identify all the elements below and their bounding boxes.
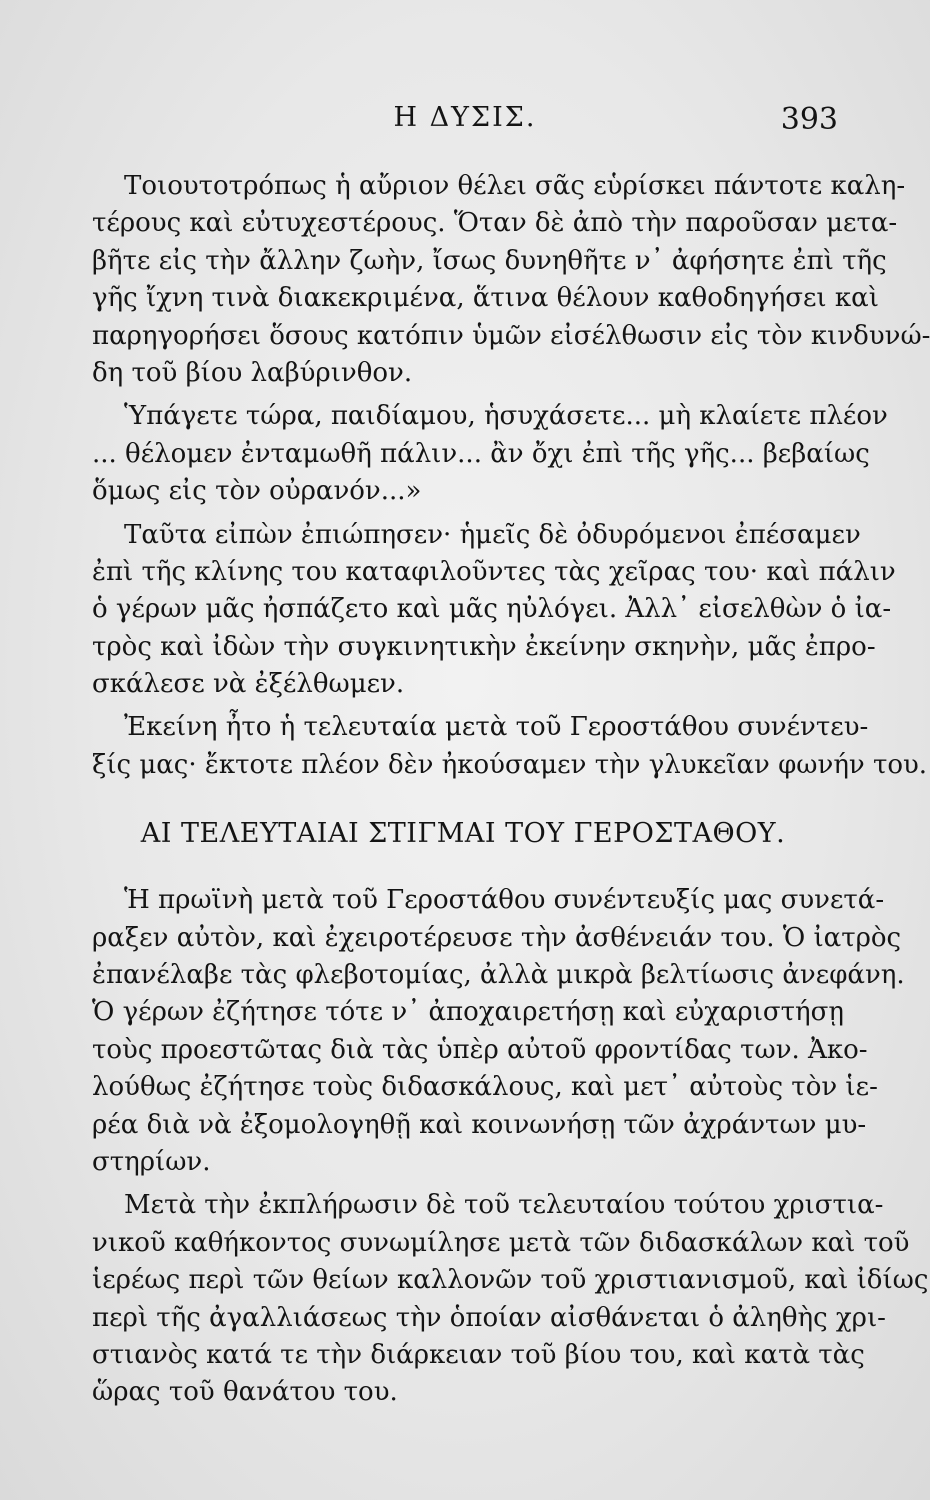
text-line: ἱερέως περὶ τῶν θείων καλλονῶν τοῦ χριστιανισμοῦ, καὶ ἰδίως	[92, 1265, 929, 1296]
text-line: ξίς μας· ἔκτοτε πλέον δὲν ἠκούσαμεν τὴν γλυκεῖαν φωνήν του.	[92, 749, 928, 780]
text-line: δη τοῦ βίου λαβύρινθον.	[92, 357, 413, 388]
paragraph-3	[92, 517, 896, 704]
text-line: περὶ τῆς ἀγαλλιάσεως τὴν ὁποίαν αἰσθάνεται ὁ ἀληθὴς χρι-	[92, 1302, 886, 1333]
section-heading: ΑΙ ΤΕΛΕΥΤΑΙΑΙ ΣΤΙΓΜΑΙ ΤΟΥ ΓΕΡΟΣΤΑΘΟΥ.	[140, 818, 786, 850]
text-line: στηρίων.	[92, 1146, 211, 1177]
text-line: Ἐκείνη ἦτο ἡ τελευταία μετὰ τοῦ Γεροστάθου συνέντευ-	[124, 712, 869, 743]
paragraph-5	[92, 882, 905, 1181]
running-title: Η ΔΥΣΙΣ.	[393, 102, 537, 133]
text-line: γῆς ἴχνη τινὰ διακεκριμένα, ἅτινα θέλουν καθοδηγήσει καὶ	[92, 283, 879, 314]
text-line: Μετὰ τὴν ἐκπλήρωσιν δὲ τοῦ τελευταίου τούτου χριστια-	[124, 1190, 884, 1221]
text-line: σκάλεσε νὰ ἐξέλθωμεν.	[92, 669, 405, 700]
text-line: ὥρας τοῦ θανάτου του.	[92, 1377, 398, 1408]
text-line: Τοιουτοτρόπως ἡ αὔριον θέλει σᾶς εὑρίσκει πάντοτε καλη-	[124, 171, 906, 201]
text-line: στιανὸς κατά τε τὴν διάρκειαν τοῦ βίου του, καὶ κατὰ τὰς	[92, 1339, 865, 1370]
text-line: Ταῦτα εἰπὼν ἐπιώπησεν· ἡμεῖς δὲ ὀδυρόμενοι ἐπέσαμεν	[124, 519, 861, 550]
page-number: 393	[780, 102, 838, 137]
text-line: νικοῦ καθήκοντος συνωμίλησε μετὰ τῶν διδασκάλων καὶ τοῦ	[92, 1227, 910, 1258]
running-head	[0, 102, 930, 142]
text-line: ἐπὶ τῆς κλίνης του καταφιλοῦντες τὰς χεῖρας του· καὶ πάλιν	[92, 556, 896, 587]
paragraph-4	[92, 709, 928, 784]
text-line: ἐπανέλαβε τὰς φλεβοτομίας, ἀλλὰ μικρὰ βελτίωσις ἀνεφάνη.	[92, 960, 905, 991]
text-line: ραξεν αὐτὸν, καὶ ἐχειροτέρευσε τὴν ἀσθένειάν του. Ὁ ἰατρὸς	[92, 922, 902, 953]
text-line: τρὸς καὶ ἰδὼν τὴν συγκινητικὴν ἐκείνην σκηνὴν, μᾶς ἐπρο-	[92, 631, 876, 662]
text-line: Ὑπάγετε τώρα, παιδίαμου, ἡσυχάσετε... μὴ κλαίετε πλέον	[124, 401, 888, 432]
text-line: Ἡ πρωϊνὴ μετὰ τοῦ Γεροστάθου συνέντευξίς μας συνετά-	[124, 885, 885, 916]
text-line: ρέα διὰ νὰ ἐξομολογηθῇ καὶ κοινωνήσῃ τῶν ἀχράντων μυ-	[92, 1109, 867, 1140]
text-line: τέρους καὶ εὐτυχεστέρους. Ὅταν δὲ ἀπὸ τὴν παροῦσαν μετα-	[92, 208, 898, 239]
text-line: λούθως ἐζήτησε τοὺς διδασκάλους, καὶ μετ᾽ αὐτοὺς τὸν ἱε-	[92, 1072, 878, 1103]
body-text	[92, 168, 930, 1412]
text-line: ὁ γέρων μᾶς ἠσπάζετο καὶ μᾶς ηὐλόγει. Ἀλλ᾽ εἰσελθὼν ὁ ἰα-	[92, 594, 892, 625]
paragraph-6	[92, 1187, 929, 1411]
text-line: παρηγορήσει ὅσους κατόπιν ὑμῶν εἰσέλθωσιν εἰς τὸν κινδυνώ-	[92, 320, 930, 351]
text-line: τοὺς προεστῶτας διὰ τὰς ὑπὲρ αὐτοῦ φροντίδας των. Ἀκο-	[92, 1034, 868, 1065]
text-line: ὅμως εἰς τὸν οὐρανόν...»	[92, 476, 422, 507]
paragraph-2	[92, 398, 888, 510]
text-line: Ὁ γέρων ἐζήτησε τότε ν᾽ ἀποχαιρετήσῃ καὶ εὐχαριστήσῃ	[92, 997, 844, 1028]
text-line: ... θέλομεν ἐνταμωθῆ πάλιν... ἂν ὄχι ἐπὶ τῆς γῆς... βεβαίως	[92, 438, 870, 469]
paragraph-1	[92, 168, 930, 392]
text-line: βῆτε εἰς τὴν ἄλλην ζωὴν, ἴσως δυνηθῆτε ν᾽ ἀφήσητε ἐπὶ τῆς	[92, 245, 887, 276]
